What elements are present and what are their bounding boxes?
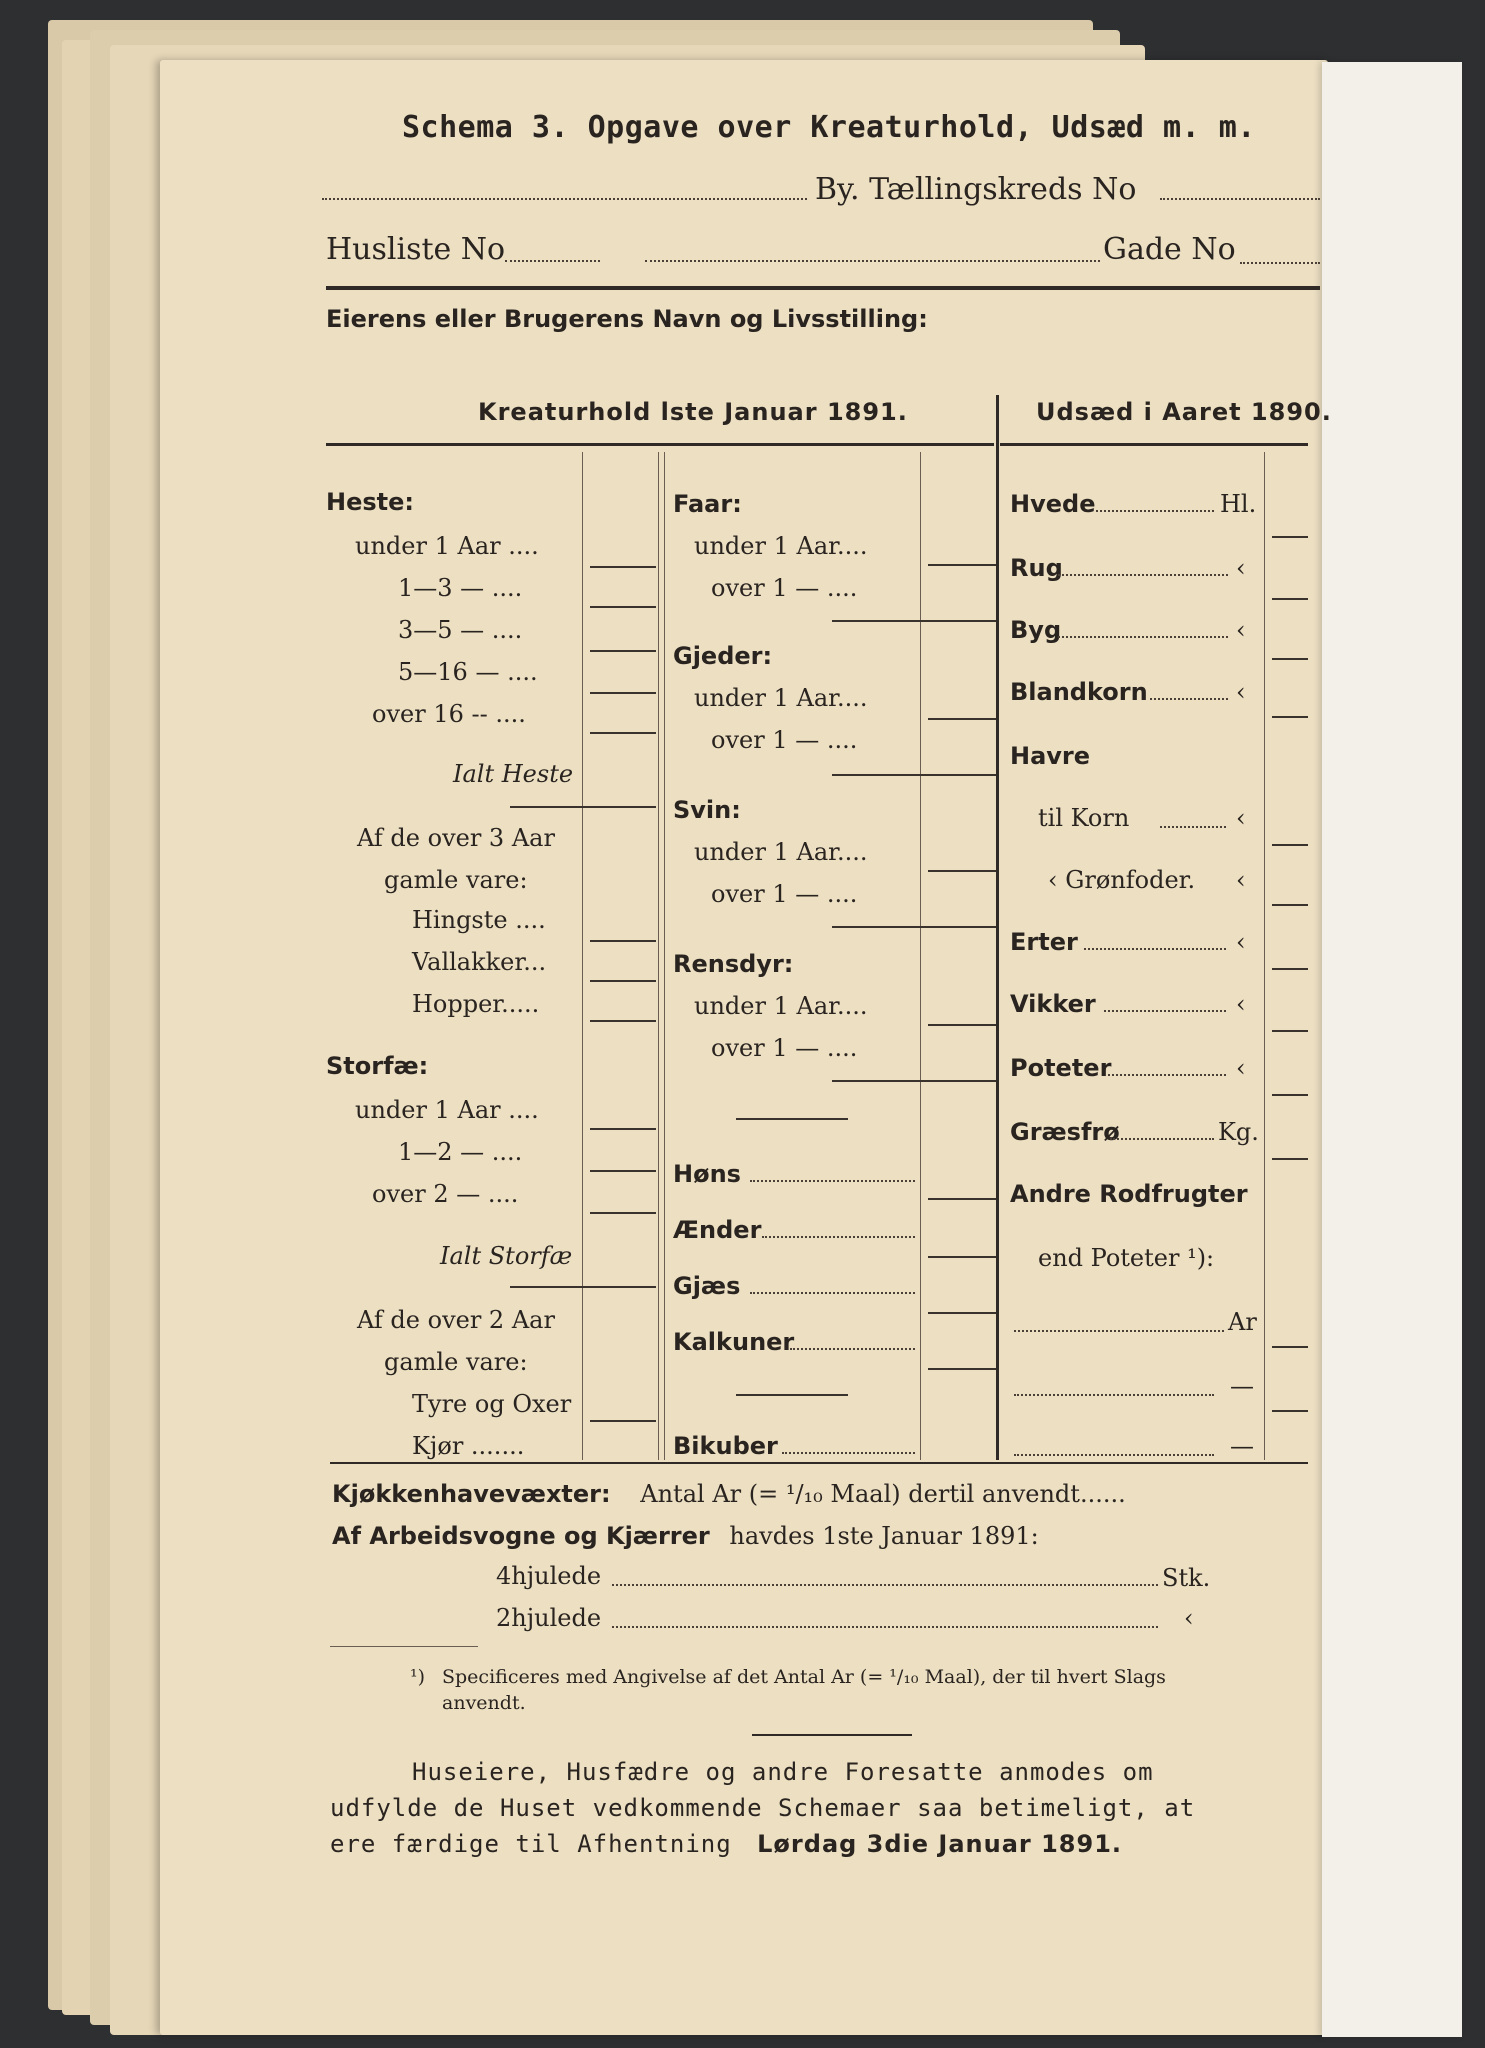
havre-label: Havre (1010, 742, 1091, 770)
af-de-over-3: Af de over 3 Aar (357, 824, 555, 852)
graesfro-label: Græsfrø (1010, 1118, 1120, 1146)
erter-ditto: ‹ (1236, 928, 1246, 956)
ialt-storfae: Ialt Storfæ (440, 1242, 573, 1270)
hvede-dots (1096, 510, 1214, 512)
closing-line3-a: ere færdige til Afhentning (330, 1830, 732, 1858)
andre-line-2[interactable] (1014, 1394, 1214, 1396)
vallakker-field[interactable] (590, 980, 656, 982)
andre-line-3[interactable] (1014, 1454, 1214, 1456)
form-title: Schema 3. Opgave over Kreaturhold, Udsæd m. m. (402, 110, 1256, 145)
kjokkenhave-label: Kjøkkenhavevæxter: (332, 1480, 611, 1508)
kjor: Kjør ....... (412, 1432, 525, 1460)
bikuber-dots (782, 1452, 915, 1454)
graesfro-unit: Kg. (1218, 1118, 1259, 1146)
vogne-line (332, 1522, 1039, 1550)
closing-line2: udfylde de Huset vedkommende Schemaer saa betimeligt, at (330, 1794, 1196, 1822)
faar-under1-field[interactable] (928, 564, 996, 566)
aender-dots (762, 1236, 915, 1238)
gronfoder-field[interactable] (1272, 904, 1308, 906)
byg-ditto: ‹ (1236, 616, 1246, 644)
erter-field[interactable] (1272, 968, 1308, 970)
gjeder-label: Gjeder: (673, 642, 773, 670)
col2-separator-2 (736, 1394, 848, 1396)
hvede-field[interactable] (1272, 536, 1308, 538)
graesfro-dots (1110, 1138, 1214, 1140)
svin-total-field[interactable] (832, 926, 996, 928)
hingste-field[interactable] (590, 940, 656, 942)
storfae-over2: over 2 — .... (372, 1180, 519, 1208)
andre-field-2[interactable] (1272, 1410, 1308, 1412)
heste-5-16-field[interactable] (590, 692, 656, 694)
heste-5-16: 5—16 — .... (398, 658, 538, 686)
erter-dots (1084, 948, 1226, 950)
fire-hjulede: 4hjulede (496, 1562, 602, 1590)
gjaes-label: Gjæs (673, 1272, 741, 1300)
svin-under1-field[interactable] (928, 870, 996, 872)
hingste: Hingste .... (412, 906, 546, 934)
faar-label: Faar: (673, 490, 742, 518)
col1-entry-rule-left (582, 452, 583, 1460)
poteter-dots (1108, 1074, 1226, 1076)
svin-over1: over 1 — .... (711, 880, 858, 908)
gjeder-over1: over 1 — .... (711, 726, 858, 754)
gjeder-under1: under 1 Aar.... (694, 684, 868, 712)
andre-line-1[interactable] (1014, 1330, 1224, 1332)
kreaturhold-heading: Kreaturhold lste Januar 1891. (478, 398, 908, 426)
til-korn-field[interactable] (1272, 844, 1308, 846)
stk-unit: Stk. (1162, 1564, 1211, 1592)
gjaes-field[interactable] (928, 1312, 996, 1314)
gade-field[interactable] (1240, 262, 1320, 264)
footnote-line1: Specificeres med Angivelse af det Antal Ar (= ¹/₁₀ Maal), der til hvert Slags (442, 1666, 1166, 1688)
hons-label: Høns (673, 1160, 741, 1188)
heste-over16-field[interactable] (590, 732, 656, 734)
heste-under1: under 1 Aar .... (355, 532, 539, 560)
aender-label: Ænder (673, 1216, 762, 1244)
storfae-over2-field[interactable] (590, 1212, 656, 1214)
vikker-label: Vikker (1010, 990, 1096, 1018)
faar-total-field[interactable] (832, 620, 996, 622)
kalkuner-dots (790, 1348, 915, 1350)
gronfoder: ‹ Grønfoder. (1048, 866, 1196, 894)
owner-label: Eierens eller Brugerens Navn og Livsstilling: (326, 305, 928, 333)
rensdyr-under1-field[interactable] (928, 1024, 996, 1026)
til-korn: til Korn (1038, 804, 1130, 832)
svin-label: Svin: (673, 796, 741, 824)
vogne-text: havdes 1ste Januar 1891: (729, 1522, 1039, 1550)
byg-dots (1058, 636, 1228, 638)
tyre-field[interactable] (590, 1420, 656, 1422)
udsaed-rule (1000, 443, 1308, 446)
col3-entry-rule (1264, 452, 1265, 1460)
vikker-ditto: ‹ (1236, 990, 1246, 1018)
hvede-unit: Hl. (1220, 490, 1257, 518)
gjeder-under1-field[interactable] (928, 718, 996, 720)
tyre-og-oxer: Tyre og Oxer (412, 1390, 572, 1418)
til-korn-ditto: ‹ (1236, 804, 1246, 832)
kjokkenhave-text: Antal Ar (= ¹/₁₀ Maal) dertil anvendt...... (640, 1480, 1126, 1508)
hopper: Hopper..... (412, 990, 540, 1018)
blandkorn-label: Blandkorn (1010, 678, 1148, 706)
rug-dots (1058, 574, 1228, 576)
col2-separator (736, 1118, 848, 1120)
ialt-heste-field[interactable] (510, 806, 656, 808)
vikker-dots (1104, 1010, 1226, 1012)
footnote-mark: ¹) (410, 1666, 426, 1688)
gronfoder-ditto: ‹ (1236, 866, 1246, 894)
ialt-storfae-field[interactable] (510, 1286, 656, 1288)
byg-field[interactable] (1272, 658, 1308, 660)
gade-label: Gade No (1103, 232, 1236, 267)
to-hjulede: 2hjulede (496, 1604, 602, 1632)
storfae-under1: under 1 Aar .... (355, 1096, 539, 1124)
poteter-field[interactable] (1272, 1094, 1308, 1096)
ar-unit: Ar (1228, 1308, 1257, 1336)
storfae-under1-field[interactable] (590, 1128, 656, 1130)
rensdyr-under1: under 1 Aar.... (694, 992, 868, 1020)
storfae-1-2: 1—2 — .... (398, 1138, 523, 1166)
main-divider (996, 395, 999, 1460)
vogne-label: Af Arbeidsvogne og Kjærrer (332, 1522, 710, 1550)
andre-rodfrugter: Andre Rodfrugter (1010, 1180, 1248, 1208)
hons-field[interactable] (928, 1198, 996, 1200)
to-hjulede-ditto: ‹ (1184, 1604, 1194, 1632)
storfae-label: Storfæ: (326, 1052, 429, 1080)
rensdyr-over1: over 1 — .... (711, 1034, 858, 1062)
poteter-label: Poteter (1010, 1054, 1112, 1082)
gjaes-dots (750, 1292, 915, 1294)
table-bottom-rule (330, 1462, 1308, 1464)
heste-under1-field[interactable] (590, 566, 656, 568)
udsaed-heading: Udsæd i Aaret 1890. (1036, 398, 1332, 426)
svin-under1: under 1 Aar.... (694, 838, 868, 866)
rensdyr-label: Rensdyr: (673, 950, 794, 978)
poteter-ditto: ‹ (1236, 1054, 1246, 1082)
rug-ditto: ‹ (1236, 554, 1246, 582)
storfae-1-2-field[interactable] (590, 1170, 656, 1172)
to-hjulede-field[interactable] (612, 1626, 1158, 1628)
vikker-field[interactable] (1272, 1030, 1308, 1032)
aender-field[interactable] (928, 1256, 996, 1258)
closing-line3 (330, 1830, 1122, 1858)
heste-label: Heste: (326, 488, 414, 516)
closing-line3-b: Lørdag 3die Januar 1891. (757, 1830, 1123, 1858)
heste-3-5-field[interactable] (590, 650, 656, 652)
closing-separator (752, 1734, 912, 1736)
heste-over16: over 16 -- .... (372, 700, 526, 728)
closing-line1: Huseiere, Husfædre og andre Foresatte anmodes om (412, 1758, 1154, 1786)
kalkuner-label: Kalkuner (673, 1328, 795, 1356)
graesfro-field[interactable] (1272, 1158, 1308, 1160)
col1-entry-rule-right (658, 452, 659, 1460)
andre-dash-2: — (1230, 1372, 1254, 1400)
vallakker: Vallakker... (412, 948, 547, 976)
heste-1-3-field[interactable] (590, 606, 656, 608)
kjokkenhave-line (332, 1480, 1126, 1508)
faar-under1: under 1 Aar.... (694, 532, 868, 560)
header-rule (326, 286, 1320, 290)
blandkorn-field[interactable] (1272, 716, 1308, 718)
taellingskreds-label: By. Tællingskreds No (815, 172, 1137, 207)
by-dotted-line[interactable] (322, 198, 807, 200)
rug-field[interactable] (1272, 598, 1308, 600)
andre-field-1[interactable] (1272, 1346, 1308, 1348)
ialt-heste: Ialt Heste (453, 760, 574, 788)
gamle-vare-1: gamle vare: (384, 866, 528, 894)
kreaturhold-rule (326, 443, 994, 446)
col2-rule-left (664, 452, 665, 1460)
til-korn-dots (1160, 826, 1226, 828)
taellingskreds-field[interactable] (1160, 198, 1320, 200)
kalkuner-field[interactable] (928, 1368, 996, 1370)
husliste-label: Husliste No (326, 232, 506, 267)
gade-name-field[interactable] (645, 260, 1100, 262)
footnote-line2: anvendt. (442, 1692, 526, 1714)
bikuber-label: Bikuber (673, 1432, 778, 1460)
blandkorn-dots (1150, 698, 1228, 700)
husliste-field[interactable] (505, 260, 600, 262)
faar-over1: over 1 — .... (711, 574, 858, 602)
byg-label: Byg (1010, 616, 1062, 644)
col2-entry-rule (920, 452, 921, 1460)
hvede-label: Hvede (1010, 490, 1096, 518)
af-de-over-2: Af de over 2 Aar (357, 1306, 555, 1334)
hopper-field[interactable] (590, 1020, 656, 1022)
fire-hjulede-field[interactable] (612, 1584, 1158, 1586)
gjeder-total-field[interactable] (832, 774, 996, 776)
rug-label: Rug (1010, 554, 1063, 582)
gamle-vare-2: gamle vare: (384, 1348, 528, 1376)
heste-3-5: 3—5 — .... (398, 616, 523, 644)
erter-label: Erter (1010, 928, 1078, 956)
blandkorn-ditto: ‹ (1236, 678, 1246, 706)
end-poteter: end Poteter ¹): (1038, 1244, 1215, 1272)
heste-1-3: 1—3 — .... (398, 574, 523, 602)
footnote-rule (330, 1646, 478, 1647)
hons-dots (750, 1180, 915, 1182)
andre-dash-3: — (1230, 1432, 1254, 1460)
rensdyr-total-field[interactable] (832, 1080, 996, 1082)
